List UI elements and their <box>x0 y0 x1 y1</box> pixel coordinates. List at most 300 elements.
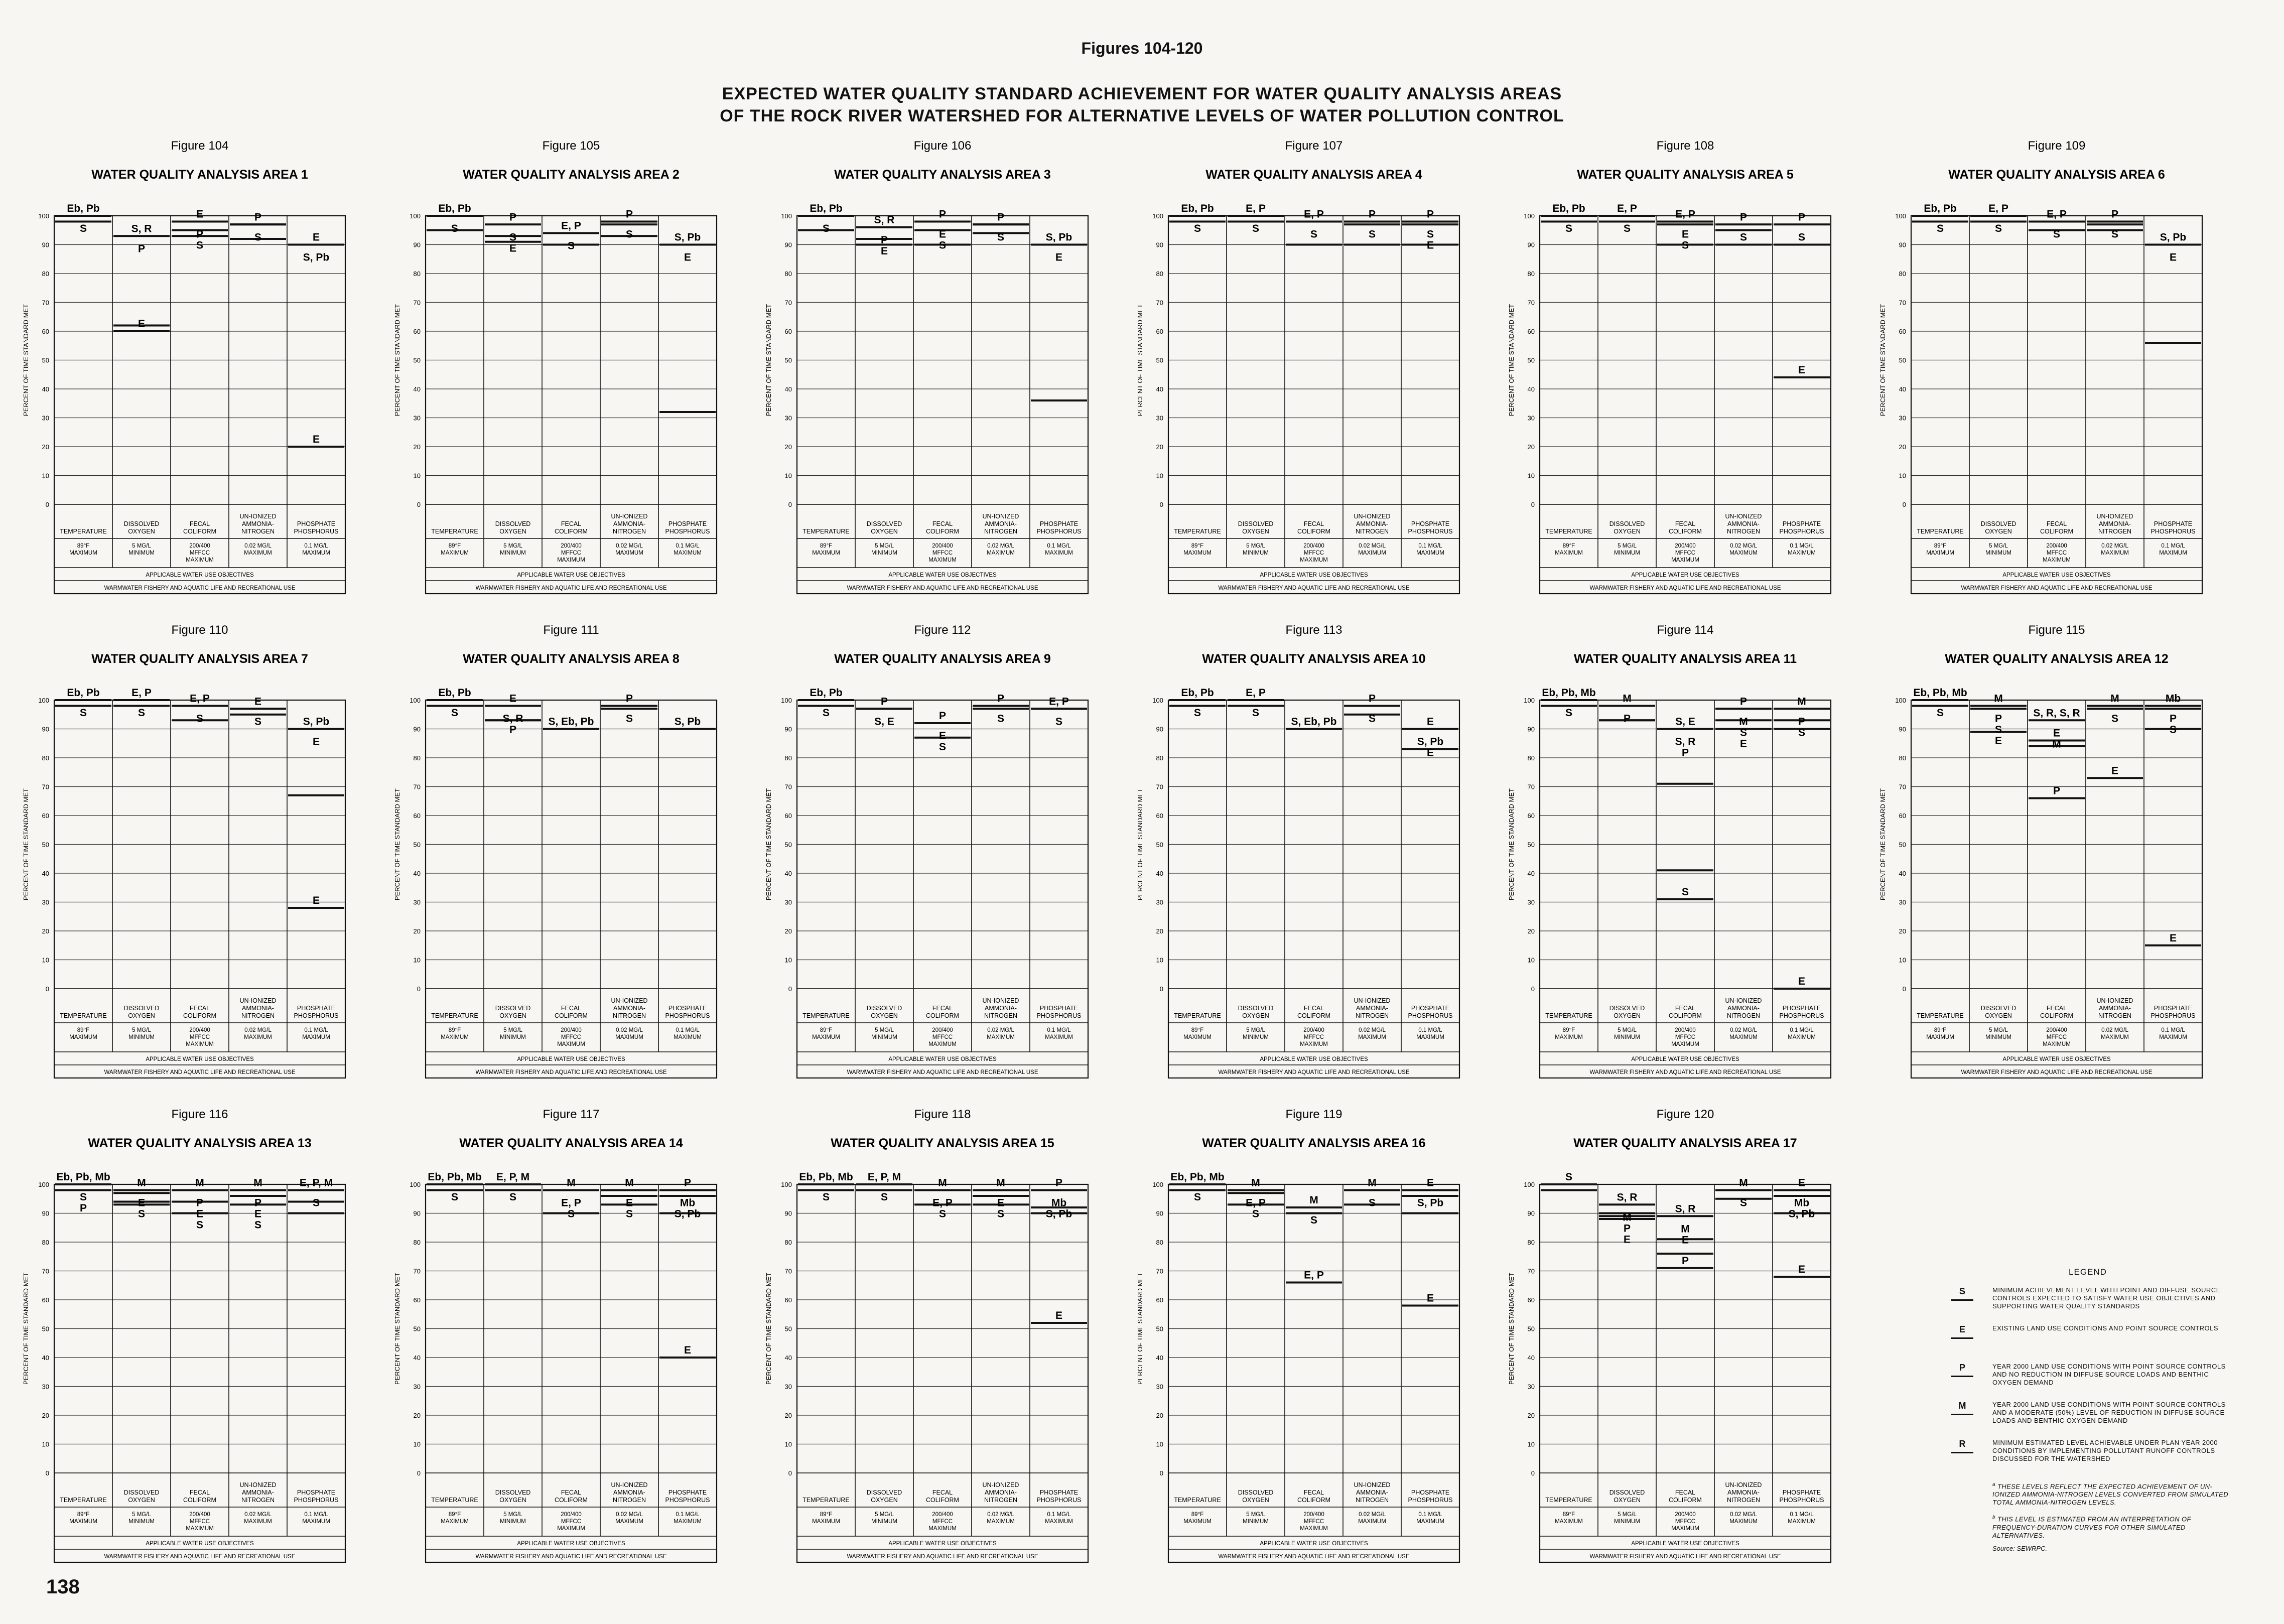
level-annotation: M <box>1368 1177 1377 1189</box>
level-annotation: S <box>451 223 459 234</box>
y-tick-label: 100 <box>781 697 792 704</box>
level-annotation: P <box>625 208 633 220</box>
y-tick-label: 0 <box>417 985 421 993</box>
category-label: OXYGEN <box>499 1497 526 1504</box>
level-annotation: S <box>625 228 633 240</box>
y-tick-label: 10 <box>413 956 421 964</box>
category-label: OXYGEN <box>1985 528 2012 535</box>
level-annotation: S <box>1681 886 1689 898</box>
y-tick-label: 40 <box>784 870 792 877</box>
y-tick-label: 50 <box>1527 841 1535 849</box>
y-tick-label: 10 <box>413 1440 421 1448</box>
category-label: COLIFORM <box>1297 528 1330 535</box>
objective-label: MAXIMUM <box>1671 1041 1699 1047</box>
level-annotation: S, Eb, Pb <box>548 716 594 728</box>
legend-item-m <box>1947 1401 2228 1436</box>
objective-label: MAXIMUM <box>2159 1034 2187 1040</box>
legend-symbol <box>1947 1439 1977 1459</box>
use-row-label: WARMWATER FISHERY AND AQUATIC LIFE AND RECREATIONAL USE <box>847 1554 1038 1560</box>
level-annotation: P <box>1426 208 1434 220</box>
level-annotation: S <box>2111 228 2119 240</box>
level-annotation: M <box>2052 738 2061 750</box>
level-annotation: M <box>1251 1177 1260 1189</box>
level-annotation: Eb, Pb <box>810 203 843 214</box>
category-label: DISSOLVED <box>866 1489 902 1496</box>
category-label: TEMPERATURE <box>1917 1012 1964 1019</box>
objective-label: 5 MG/L <box>1989 543 2008 549</box>
objective-label: MAXIMUM <box>1555 550 1583 556</box>
category-label: TEMPERATURE <box>1545 1012 1592 1019</box>
objective-label: MAXIMUM <box>186 557 214 563</box>
y-tick-label: 80 <box>1527 270 1535 278</box>
objectives-row-label: APPLICABLE WATER USE OBJECTIVES <box>888 1056 997 1062</box>
level-annotation: S, R <box>1675 736 1696 748</box>
y-tick-label: 0 <box>1159 1469 1163 1477</box>
y-tick-label: 70 <box>42 783 49 791</box>
legend-item-r <box>1947 1439 2228 1474</box>
category-label: UN-IONIZED <box>982 997 1019 1004</box>
level-annotation: E <box>1681 1234 1689 1246</box>
level-annotation: Eb, Pb <box>810 687 843 699</box>
chart-area-1 <box>22 139 345 594</box>
objective-label: MAXIMUM <box>928 557 957 563</box>
footnote-mark: a <box>1992 1482 1995 1487</box>
level-annotation: E, P <box>1246 1197 1266 1209</box>
category-label: PHOSPHATE <box>1411 1005 1450 1012</box>
level-annotation: P <box>684 1177 692 1189</box>
level-annotation: P <box>2053 785 2061 797</box>
level-annotation: E, P <box>1617 203 1637 214</box>
category-label: TEMPERATURE <box>1917 528 1964 535</box>
objectives-row-label: APPLICABLE WATER USE OBJECTIVES <box>1631 1541 1739 1547</box>
y-tick-label: 40 <box>413 1354 421 1362</box>
level-annotation: S <box>254 716 262 728</box>
y-tick-label: 10 <box>784 956 792 964</box>
category-label: UN-IONIZED <box>611 997 648 1004</box>
level-annotation: E <box>1681 228 1689 240</box>
y-tick-label: 30 <box>42 414 49 422</box>
objective-label: 89°F <box>820 543 833 549</box>
level-annotation: Eb, Pb, Mb <box>1913 687 1967 699</box>
level-annotation: S <box>1368 1197 1376 1209</box>
objective-label: MAXIMUM <box>1358 550 1386 556</box>
category-label: PHOSPHATE <box>1411 1489 1450 1496</box>
objective-label: MINIMUM <box>500 1034 526 1040</box>
y-tick-label: 20 <box>1899 927 1906 935</box>
level-annotation: E <box>2169 251 2177 263</box>
objectives-row-label: APPLICABLE WATER USE OBJECTIVES <box>888 1541 997 1547</box>
y-tick-label: 30 <box>784 414 792 422</box>
y-axis-label: PERCENT OF TIME STANDARD MET <box>1136 304 1144 417</box>
category-label: FECAL <box>1675 520 1696 527</box>
category-label: TEMPERATURE <box>60 1497 107 1504</box>
objective-label: MAXIMUM <box>812 1034 840 1040</box>
objective-label: MAXIMUM <box>1045 1519 1073 1525</box>
level-annotation: S <box>451 707 459 719</box>
level-annotation: S <box>196 239 204 251</box>
y-tick-label: 70 <box>784 783 792 791</box>
category-label: PHOSPHATE <box>297 520 336 527</box>
y-tick-label: 80 <box>1156 270 1163 278</box>
objective-label: 0.1 MG/L <box>2161 543 2185 549</box>
y-axis-label: PERCENT OF TIME STANDARD MET <box>1136 788 1144 901</box>
category-label: PHOSPHORUS <box>665 528 710 535</box>
y-tick-label: 10 <box>1156 472 1163 480</box>
y-axis-label: PERCENT OF TIME STANDARD MET <box>1136 1272 1144 1385</box>
level-annotation: P <box>196 1197 204 1209</box>
category-label: PHOSPHORUS <box>294 528 339 535</box>
level-annotation: S <box>2111 713 2119 725</box>
objective-label: MFFCC <box>189 1034 210 1040</box>
y-tick-label: 50 <box>1156 356 1163 364</box>
y-tick-label: 60 <box>42 328 49 335</box>
objective-label: MAXIMUM <box>69 1034 97 1040</box>
category-label: AMMONIA- <box>242 1005 274 1012</box>
figure-number: Figure 105 <box>542 139 600 153</box>
level-annotation: E, P <box>1304 1269 1324 1281</box>
level-annotation: S <box>1623 223 1631 234</box>
y-tick-label: 10 <box>784 1440 792 1448</box>
category-label: TEMPERATURE <box>60 528 107 535</box>
y-tick-label: 60 <box>784 328 792 335</box>
level-annotation: S <box>567 240 575 252</box>
y-tick-label: 60 <box>1899 328 1906 335</box>
legend-item-text: YEAR 2000 LAND USE CONDITIONS WITH POINT SOURCE CONTROLS AND NO REDUCTION IN DIFFUSE SOURCE LOADS AND BENTHIC OXYGEN DEMAND <box>1992 1363 2226 1386</box>
y-tick-label: 40 <box>1527 870 1535 877</box>
y-tick-label: 60 <box>413 1296 421 1304</box>
y-tick-label: 50 <box>1899 356 1906 364</box>
level-annotation: E, P, M <box>867 1171 901 1183</box>
legend-symbol-letter: M <box>1958 1401 1966 1411</box>
y-tick-label: 90 <box>1156 725 1163 733</box>
y-tick-label: 10 <box>1156 1440 1163 1448</box>
objective-label: MAXIMUM <box>244 1519 272 1525</box>
figure-number: Figure 115 <box>2028 623 2085 637</box>
category-label: NITROGEN <box>1727 1497 1760 1504</box>
chart-frame <box>1168 1184 1459 1562</box>
objective-label: 5 MG/L <box>1618 1512 1637 1518</box>
y-tick-label: 10 <box>42 472 49 480</box>
category-label: FECAL <box>561 520 582 527</box>
chart-frame <box>1911 700 2202 1078</box>
level-annotation: Eb, Pb <box>1181 203 1214 214</box>
category-label: PHOSPHORUS <box>1036 1497 1082 1504</box>
y-tick-label: 100 <box>1152 212 1163 220</box>
chart-area-4 <box>1136 139 1459 594</box>
objective-label: 0.1 MG/L <box>304 1027 328 1033</box>
category-label: AMMONIA- <box>613 520 645 527</box>
level-annotation: E, P <box>131 687 152 699</box>
category-label: COLIFORM <box>555 528 588 535</box>
level-annotation: S <box>509 231 517 243</box>
objective-label: 200/400 <box>561 1512 582 1518</box>
legend-item-text: MINIMUM ACHIEVEMENT LEVEL WITH POINT AND DIFFUSE SOURCE CONTROLS EXPECTED TO SATISFY WATER USE OBJECTIVES AND SUPPORTING WATER QUALITY STANDARDS <box>1992 1286 2221 1310</box>
level-annotation: M <box>1623 693 1632 705</box>
objective-label: MAXIMUM <box>441 1034 469 1040</box>
objective-label: 89°F <box>820 1027 833 1033</box>
y-tick-label: 40 <box>1156 870 1163 877</box>
level-annotation: S <box>1565 223 1573 234</box>
level-annotation: Eb, Pb, Mb <box>1542 687 1596 699</box>
chart-title: WATER QUALITY ANALYSIS AREA 14 <box>459 1136 683 1150</box>
category-label: DISSOLVED <box>1609 1005 1645 1012</box>
level-annotation: E <box>196 208 204 220</box>
y-tick-label: 70 <box>1156 783 1163 791</box>
y-tick-label: 40 <box>413 870 421 877</box>
level-annotation: Mb <box>680 1197 696 1209</box>
objective-label: 200/400 <box>561 543 582 549</box>
level-annotation: E, P, M <box>299 1177 333 1189</box>
objective-label: 5 MG/L <box>132 1512 151 1518</box>
y-tick-label: 80 <box>1156 1239 1163 1246</box>
y-tick-label: 60 <box>42 812 49 820</box>
level-annotation: S <box>997 231 1005 243</box>
category-label: DISSOLVED <box>1238 1489 1274 1496</box>
level-annotation: S, Pb <box>1417 736 1444 748</box>
level-annotation: S, R, S, R <box>2033 707 2080 719</box>
y-tick-label: 90 <box>1899 241 1906 249</box>
category-label: NITROGEN <box>1727 528 1760 535</box>
y-tick-label: 50 <box>1527 1325 1535 1333</box>
category-label: NITROGEN <box>984 528 1017 535</box>
level-annotation: S <box>1681 239 1689 251</box>
level-annotation: S <box>822 707 830 719</box>
category-label: NITROGEN <box>241 1012 275 1019</box>
objective-label: MINIMUM <box>1614 550 1640 556</box>
category-label: COLIFORM <box>1297 1497 1330 1504</box>
objective-label: MFFCC <box>1675 550 1696 556</box>
level-annotation: Eb, Pb <box>1924 203 1957 214</box>
category-label: FECAL <box>932 1489 953 1496</box>
level-annotation: S <box>625 1208 633 1220</box>
y-tick-label: 0 <box>45 1469 49 1477</box>
category-label: UN-IONIZED <box>1354 513 1391 520</box>
level-annotation: S <box>1426 228 1434 240</box>
y-tick-label: 100 <box>781 212 792 220</box>
chart-frame <box>426 1184 717 1562</box>
category-label: OXYGEN <box>871 1012 898 1019</box>
y-tick-label: 0 <box>1902 501 1906 508</box>
category-label: PHOSPHATE <box>1782 1489 1821 1496</box>
use-row-label: WARMWATER FISHERY AND AQUATIC LIFE AND RECREATIONAL USE <box>475 1069 667 1075</box>
y-tick-label: 60 <box>1156 1296 1163 1304</box>
y-tick-label: 20 <box>42 927 49 935</box>
objective-label: 0.1 MG/L <box>676 1512 700 1518</box>
level-annotation: S, Pb <box>674 716 701 728</box>
y-tick-label: 100 <box>1152 697 1163 704</box>
category-label: NITROGEN <box>2098 528 2131 535</box>
category-label: FECAL <box>1303 1005 1324 1012</box>
legend-item-s <box>1947 1286 2228 1321</box>
level-annotation: S <box>1252 707 1260 719</box>
legend-item-p <box>1947 1363 2228 1398</box>
y-tick-label: 30 <box>1527 414 1535 422</box>
category-label: COLIFORM <box>2040 1012 2073 1019</box>
level-annotation: Mb <box>1051 1197 1067 1209</box>
category-label: TEMPERATURE <box>802 1012 850 1019</box>
level-annotation: S, Pb <box>303 716 330 728</box>
objective-label: MAXIMUM <box>674 1034 702 1040</box>
level-annotation: E <box>1426 716 1434 728</box>
level-annotation: S, Pb <box>303 251 330 263</box>
category-label: FECAL <box>1303 1489 1324 1496</box>
objective-label: 0.02 MG/L <box>616 1512 643 1518</box>
y-axis-label: PERCENT OF TIME STANDARD MET <box>1508 304 1515 417</box>
objective-label: MAXIMUM <box>244 1034 272 1040</box>
figure-number: Figure 106 <box>913 139 972 153</box>
figure-number: Figure 112 <box>914 623 971 637</box>
level-annotation: S <box>625 713 633 725</box>
objective-label: 0.1 MG/L <box>676 1027 700 1033</box>
objective-label: 89°F <box>1191 1027 1204 1033</box>
y-tick-label: 30 <box>42 898 49 906</box>
y-tick-label: 0 <box>1159 985 1163 993</box>
legend-symbol-line <box>1951 1337 1973 1339</box>
category-label: AMMONIA- <box>1727 1005 1760 1012</box>
level-annotation: S <box>254 1219 262 1231</box>
level-annotation: M <box>1739 1177 1748 1189</box>
level-annotation: S <box>1310 228 1318 240</box>
objective-label: 200/400 <box>1303 543 1324 549</box>
category-label: PHOSPHORUS <box>1779 1012 1824 1019</box>
y-tick-label: 40 <box>1156 385 1163 393</box>
category-label: DISSOLVED <box>495 1005 531 1012</box>
objectives-row-label: APPLICABLE WATER USE OBJECTIVES <box>517 572 625 578</box>
objective-label: MAXIMUM <box>1300 1526 1328 1532</box>
chart-title: WATER QUALITY ANALYSIS AREA 4 <box>1205 168 1422 182</box>
category-label: COLIFORM <box>555 1497 588 1504</box>
level-annotation: S, Pb <box>1417 1197 1444 1209</box>
y-tick-label: 20 <box>1527 927 1535 935</box>
y-tick-label: 60 <box>1527 328 1535 335</box>
y-tick-label: 20 <box>1527 443 1535 451</box>
level-annotation: S <box>1936 223 1944 234</box>
category-label: AMMONIA- <box>985 1489 1017 1496</box>
objectives-row-label: APPLICABLE WATER USE OBJECTIVES <box>146 1056 254 1062</box>
category-label: PHOSPHATE <box>2154 520 2193 527</box>
category-label: OXYGEN <box>128 1012 155 1019</box>
chart-frame <box>797 216 1088 594</box>
category-label: FECAL <box>561 1489 582 1496</box>
level-annotation: S, R <box>874 214 895 226</box>
y-tick-label: 90 <box>1899 725 1906 733</box>
level-annotation: E, P <box>1246 203 1266 214</box>
category-label: OXYGEN <box>1242 528 1269 535</box>
use-row-label: WARMWATER FISHERY AND AQUATIC LIFE AND RECREATIONAL USE <box>1218 1554 1410 1560</box>
objectives-row-label: APPLICABLE WATER USE OBJECTIVES <box>146 572 254 578</box>
category-label: NITROGEN <box>984 1012 1017 1019</box>
category-label: PHOSPHORUS <box>1408 528 1453 535</box>
y-tick-label: 80 <box>784 270 792 278</box>
legend-symbol-letter: S <box>1959 1286 1965 1296</box>
level-annotation: E <box>254 1208 262 1220</box>
y-tick-label: 0 <box>1531 501 1535 508</box>
objective-label: MINIMUM <box>500 550 526 556</box>
category-label: UN-IONIZED <box>2096 997 2133 1004</box>
category-label: AMMONIA- <box>2099 520 2131 527</box>
y-tick-label: 50 <box>784 1325 792 1333</box>
category-label: TEMPERATURE <box>802 528 850 535</box>
category-label: OXYGEN <box>499 1012 526 1019</box>
y-tick-label: 0 <box>788 985 792 993</box>
level-annotation: P <box>880 696 888 708</box>
category-label: NITROGEN <box>2098 1012 2131 1019</box>
level-annotation: P <box>625 693 633 705</box>
category-label: PHOSPHATE <box>297 1005 336 1012</box>
objective-label: 0.1 MG/L <box>1418 1512 1442 1518</box>
category-label: TEMPERATURE <box>431 528 478 535</box>
objective-label: MAXIMUM <box>1183 550 1212 556</box>
level-annotation: E <box>138 318 146 330</box>
level-annotation: P <box>254 211 262 223</box>
objective-label: MFFCC <box>2046 550 2067 556</box>
level-annotation: M <box>1309 1194 1318 1206</box>
objective-label: 0.1 MG/L <box>1047 543 1071 549</box>
category-label: FECAL <box>2046 520 2067 527</box>
objective-label: MFFCC <box>2046 1034 2067 1040</box>
level-annotation: S <box>1193 707 1201 719</box>
figure-number: Figure 120 <box>1656 1108 1714 1121</box>
category-label: NITROGEN <box>1356 1012 1389 1019</box>
y-tick-label: 100 <box>410 1181 421 1188</box>
y-tick-label: 100 <box>1524 212 1535 220</box>
use-row-label: WARMWATER FISHERY AND AQUATIC LIFE AND RECREATIONAL USE <box>1961 585 2153 591</box>
category-label: TEMPERATURE <box>1174 1012 1221 1019</box>
y-tick-label: 20 <box>1156 443 1163 451</box>
objective-label: MAXIMUM <box>987 1034 1015 1040</box>
objective-label: 0.1 MG/L <box>1418 543 1442 549</box>
legend-symbol-line <box>1951 1299 1973 1301</box>
level-annotation: E <box>1739 738 1748 750</box>
legend-symbol <box>1947 1324 1977 1344</box>
objective-label: 200/400 <box>1675 1512 1696 1518</box>
y-tick-label: 10 <box>1527 956 1535 964</box>
level-annotation: P <box>1623 1223 1631 1235</box>
category-label: DISSOLVED <box>1238 1005 1274 1012</box>
y-tick-label: 0 <box>1902 985 1906 993</box>
level-annotation: E, P <box>1304 208 1324 220</box>
use-row-label: WARMWATER FISHERY AND AQUATIC LIFE AND RECREATIONAL USE <box>1589 1069 1781 1075</box>
objective-label: 200/400 <box>932 1512 953 1518</box>
category-label: OXYGEN <box>871 1497 898 1504</box>
legend-symbol-line <box>1951 1414 1973 1415</box>
level-annotation: S <box>880 1191 888 1203</box>
category-label: AMMONIA- <box>1727 520 1760 527</box>
y-tick-label: 50 <box>413 841 421 849</box>
y-axis-label: PERCENT OF TIME STANDARD MET <box>22 1272 30 1385</box>
objective-label: 5 MG/L <box>503 1512 522 1518</box>
objective-label: MAXIMUM <box>615 1034 643 1040</box>
y-tick-label: 60 <box>1156 328 1163 335</box>
y-tick-label: 70 <box>1899 299 1906 307</box>
y-tick-label: 100 <box>1152 1181 1163 1188</box>
objective-label: 0.02 MG/L <box>1730 543 1757 549</box>
level-annotation: S <box>196 713 204 725</box>
objective-label: MAXIMUM <box>1300 1041 1328 1047</box>
objectives-row-label: APPLICABLE WATER USE OBJECTIVES <box>1260 1056 1368 1062</box>
main-title-line-2: OF THE ROCK RIVER WATERSHED FOR ALTERNATIVE LEVELS OF WATER POLLUTION CONTROL <box>720 106 1564 125</box>
objective-label: MINIMUM <box>1985 1034 2011 1040</box>
level-annotation: Mb <box>2165 693 2181 705</box>
objective-label: MAXIMUM <box>1183 1034 1212 1040</box>
y-tick-label: 0 <box>1531 1469 1535 1477</box>
level-annotation: E, P <box>1988 203 2008 214</box>
objective-label: 0.02 MG/L <box>1359 1512 1386 1518</box>
level-annotation: E <box>1623 1234 1631 1246</box>
level-annotation: S <box>2053 228 2061 240</box>
level-annotation: S, E <box>1675 716 1695 728</box>
level-annotation: E <box>625 1197 633 1209</box>
